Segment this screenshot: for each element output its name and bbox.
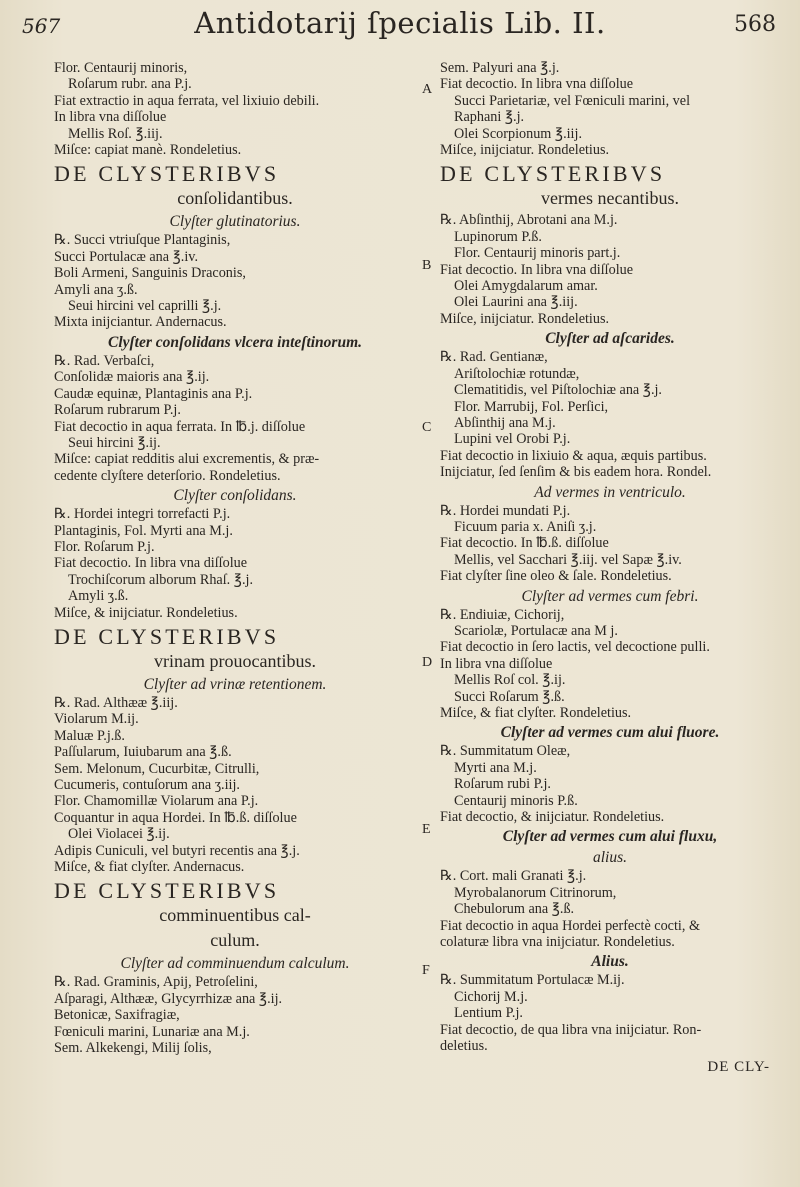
margin-letter-d: D xyxy=(422,655,433,670)
text-line: cedente clyſtere deterſorio. Rondeletius. xyxy=(54,467,281,484)
text-line: ℞. Rad. Graminis, Apij, Petroſelini, xyxy=(54,974,258,991)
text-line: Fiat clyſter ſine oleo & ſale. Rondeletius. xyxy=(440,568,672,585)
text-line: Flor. Centaurij minoris, xyxy=(54,60,188,76)
margin-letter-e: E xyxy=(422,822,431,837)
section-heading: comminuentibus cal- xyxy=(159,905,311,926)
section-heading: conſolidantibus. xyxy=(177,188,293,209)
text-line: Coquantur in aqua Hordei. In ℔.ß. diſſolue xyxy=(54,809,297,826)
text-line: Roſarum rubi P.j. xyxy=(454,776,551,793)
text-line: Miſce: capiat redditis alui excrementis, & præ- xyxy=(54,451,320,468)
text-line: Scariolæ, Portulacæ ana M j. xyxy=(454,622,618,639)
text-line: Inijciatur, ſed ſenſim & bis eadem hora. Rondel. xyxy=(440,464,712,481)
text-line: Fiat decoctio in lixiuio & aqua, æquis partibus. xyxy=(440,447,707,464)
recipe-title: Clyſter ad vermes cum alui fluore. xyxy=(500,724,720,742)
recipe-title: Clyſter ad vermes cum alui fluxu, xyxy=(502,828,718,846)
text-line: Miſce: capiat manè. Rondeletius. xyxy=(54,142,242,159)
section-heading: DE CLYSTERIBVS xyxy=(54,161,280,187)
text-line: ℞. Summitatum Portulacæ M.ij. xyxy=(440,972,625,989)
recipe-title: Clyſter conſolidans. xyxy=(173,487,297,505)
recipe-title: Clyſter glutinatorius. xyxy=(169,213,301,231)
text-line: Olei Scorpionum ℥.iij. xyxy=(454,125,582,142)
catchword: DE CLY- xyxy=(707,1058,770,1075)
text-line: In libra vna diſſolue xyxy=(54,109,167,126)
text-line: Fiat decoctio in aqua Hordei perfectè cocti, & xyxy=(440,917,700,934)
text-line: Raphani ℥.j. xyxy=(454,109,525,126)
section-heading: DE CLYSTERIBVS xyxy=(440,161,666,187)
text-line: Betonicæ, Saxifragiæ, xyxy=(54,1007,180,1024)
running-head xyxy=(0,6,800,46)
text-line: Fiat decoctio. In libra vna diſſolue xyxy=(440,261,634,278)
text-line: Plantaginis, Fol. Myrti ana M.j. xyxy=(54,522,233,539)
text-line: In libra vna diſſolue xyxy=(440,655,553,672)
text-line: Sem. Melonum, Cucurbitæ, Citrulli, xyxy=(54,760,260,777)
page-number-left: 567 xyxy=(22,14,61,38)
text-line: Fœniculi marini, Lunariæ ana M.j. xyxy=(54,1023,250,1040)
text-line: ℞. Rad. Althææ ℥.iij. xyxy=(54,694,178,711)
recipe-title: Clyſter ad aſcarides. xyxy=(545,330,675,348)
text-line: Fiat decoctio in ſero lactis, vel decoctione pulli. xyxy=(440,639,710,656)
section-heading: culum. xyxy=(210,930,260,951)
page-number-right: 568 xyxy=(734,12,776,37)
text-line: Miſce, & inijciatur. Rondeletius. xyxy=(54,604,238,621)
text-line: Conſolidæ maioris ana ℥.ij. xyxy=(54,369,210,386)
section-heading: vrinam prouocantibus. xyxy=(154,650,316,671)
text-line: Lupinorum P.ß. xyxy=(454,228,542,245)
text-line: Fiat extractio in aqua ferrata, vel lixiuio debili. xyxy=(54,92,320,109)
recipe-title: Clyſter conſolidans vlcera inteſtinorum. xyxy=(107,333,363,351)
text-line: ℞. Abſinthij, Abrotani ana M.j. xyxy=(440,212,618,229)
text-line: Flor. Centaurij minoris part.j. xyxy=(454,245,621,262)
section-heading: DE CLYSTERIBVS xyxy=(54,623,280,649)
text-line: Adipis Cuniculi, vel butyri recentis ana ℥.j. xyxy=(54,842,300,859)
text-line: Roſarum rubr. ana P.j. xyxy=(68,76,192,93)
text-line: Mellis, vel Sacchari ℥.iij. vel Sapæ ℥.iv. xyxy=(454,551,682,568)
text-line: Paſſularum, Iuiubarum ana ℥.ß. xyxy=(54,744,232,761)
left-column xyxy=(54,60,416,1056)
text-line: Seui hircini ℥.ij. xyxy=(68,434,161,451)
text-line: Cucumeris, contuſorum ana ʒ.iij. xyxy=(54,777,240,793)
text-line: Ariſtolochiæ rotundæ, xyxy=(454,365,580,382)
margin-letter-c: C xyxy=(422,420,432,435)
text-line: ℞. Cort. mali Granati ℥.j. xyxy=(440,868,587,885)
text-line: Trochiſcorum alborum Rhaſ. ℥.j. xyxy=(68,571,253,588)
text-line: ℞. Succi vtriuſque Plantaginis, xyxy=(54,232,231,249)
margin-letter-f: F xyxy=(422,963,430,978)
text-line: Myrobalanorum Citrinorum, xyxy=(454,884,617,901)
text-line: ℞. Rad. Gentianæ, xyxy=(440,349,548,366)
text-line: Fiat decoctio, de qua libra vna inijciatur. Ron- xyxy=(440,1021,702,1038)
text-line: Flor. Marrubij, Fol. Perſici, xyxy=(454,398,609,415)
text-line: ℞. Hordei mundati P.j. xyxy=(440,502,571,519)
recipe-title: Clyſter ad vrinæ retentionem. xyxy=(143,675,327,693)
right-column xyxy=(440,60,780,1075)
text-line: ℞. Endiuiæ, Cichorij, xyxy=(440,606,565,623)
text-line: Lupini vel Orobi P.j. xyxy=(454,431,571,448)
text-line: Caudæ equinæ, Plantaginis ana P.j. xyxy=(54,385,253,402)
text-line: ℞. Summitatum Oleæ, xyxy=(440,743,571,760)
text-line: Amyli ʒ.ß. xyxy=(68,588,129,605)
running-title: Antidotarij ſpecialis Lib. II. xyxy=(194,6,606,40)
text-line: Succi Parietariæ, vel Fœniculi marini, vel xyxy=(454,92,691,109)
text-line: Sem. Alkekengi, Milij ſolis, xyxy=(54,1040,212,1057)
margin-letter-b: B xyxy=(422,258,432,273)
recipe-title: alius. xyxy=(592,849,628,867)
text-line: Lentium P.j. xyxy=(454,1005,523,1022)
text-line: Aſparagi, Althææ, Glycyrrhizæ ana ℥.ij. xyxy=(54,990,283,1007)
text-line: Miſce, inijciatur. Rondeletius. xyxy=(440,310,610,327)
text-line: Mixta inijciantur. Andernacus. xyxy=(54,314,227,331)
text-line: Clematitidis, vel Piſtolochiæ ana ℥.j. xyxy=(454,382,662,399)
text-line: Fiat decoctio. In libra vna diſſolue xyxy=(440,76,634,93)
recipe-title: Clyſter ad vermes cum febri. xyxy=(521,587,699,605)
text-line: Succi Portulacæ ana ℥.iv. xyxy=(54,248,198,265)
text-line: Olei Laurini ana ℥.iij. xyxy=(454,294,578,311)
text-line: Sem. Palyuri ana ℥.j. xyxy=(440,60,560,76)
text-line: Myrti ana M.j. xyxy=(454,759,537,776)
text-line: Mellis Roſ col. ℥.ij. xyxy=(454,672,566,689)
recipe-title: Clyſter ad comminuendum calculum. xyxy=(120,955,350,973)
text-line: Miſce, inijciatur. Rondeletius. xyxy=(440,142,610,159)
text-line: Violarum M.ij. xyxy=(54,711,139,728)
text-line: Fiat decoctio. In libra vna diſſolue xyxy=(54,555,248,572)
recipe-title: Ad vermes in ventriculo. xyxy=(534,483,686,501)
text-line: ℞. Rad. Verbaſci, xyxy=(54,352,155,369)
text-line: Seui hircini vel caprilli ℥.j. xyxy=(68,298,222,315)
text-line: Fiat decoctio in aqua ferrata. In ℔.j. diſſolue xyxy=(54,418,306,435)
section-heading: vermes necantibus. xyxy=(541,188,679,209)
text-line: Flor. Chamomillæ Violarum ana P.j. xyxy=(54,793,259,810)
margin-letter-a: A xyxy=(422,82,433,97)
text-line: Olei Violacei ℥.ij. xyxy=(68,826,170,843)
text-line: Boli Armeni, Sanguinis Draconis, xyxy=(54,265,246,282)
text-line: Flor. Roſarum P.j. xyxy=(54,538,155,555)
text-line: Chebulorum ana ℥.ß. xyxy=(454,901,575,918)
text-line: Roſarum rubrarum P.j. xyxy=(54,402,181,419)
recipe-title: Alius. xyxy=(591,953,629,971)
text-line: Olei Amygdalarum amar. xyxy=(454,278,598,295)
text-line: colaturæ libra vna inijciatur. Rondeletius. xyxy=(440,934,675,951)
text-line: Cichorij M.j. xyxy=(454,988,528,1005)
text-line: Succi Roſarum ℥.ß. xyxy=(454,688,565,705)
text-line: Abſinthij ana M.j. xyxy=(454,414,556,431)
text-line: Ficuum paria x. Aniſi ʒ.j. xyxy=(454,518,597,535)
text-line: Miſce, & fiat clyſter. Rondeletius. xyxy=(440,705,632,721)
text-line: Amyli ana ʒ.ß. xyxy=(54,281,138,298)
text-line: Miſce, & fiat clyſter. Andernacus. xyxy=(54,859,245,876)
text-line: Fiat decoctio. In ℔.ß. diſſolue xyxy=(440,535,609,552)
section-heading: DE CLYSTERIBVS xyxy=(54,878,280,904)
text-line: Fiat decoctio, & inijciatur. Rondeletius. xyxy=(440,809,665,826)
text-line: deletius. xyxy=(440,1038,488,1055)
text-line: ℞. Hordei integri torrefacti P.j. xyxy=(54,506,231,523)
text-line: Maluæ P.j.ß. xyxy=(54,727,125,744)
text-line: Mellis Roſ. ℥.iij. xyxy=(68,125,163,142)
text-line: Centaurij minoris P.ß. xyxy=(454,792,578,809)
